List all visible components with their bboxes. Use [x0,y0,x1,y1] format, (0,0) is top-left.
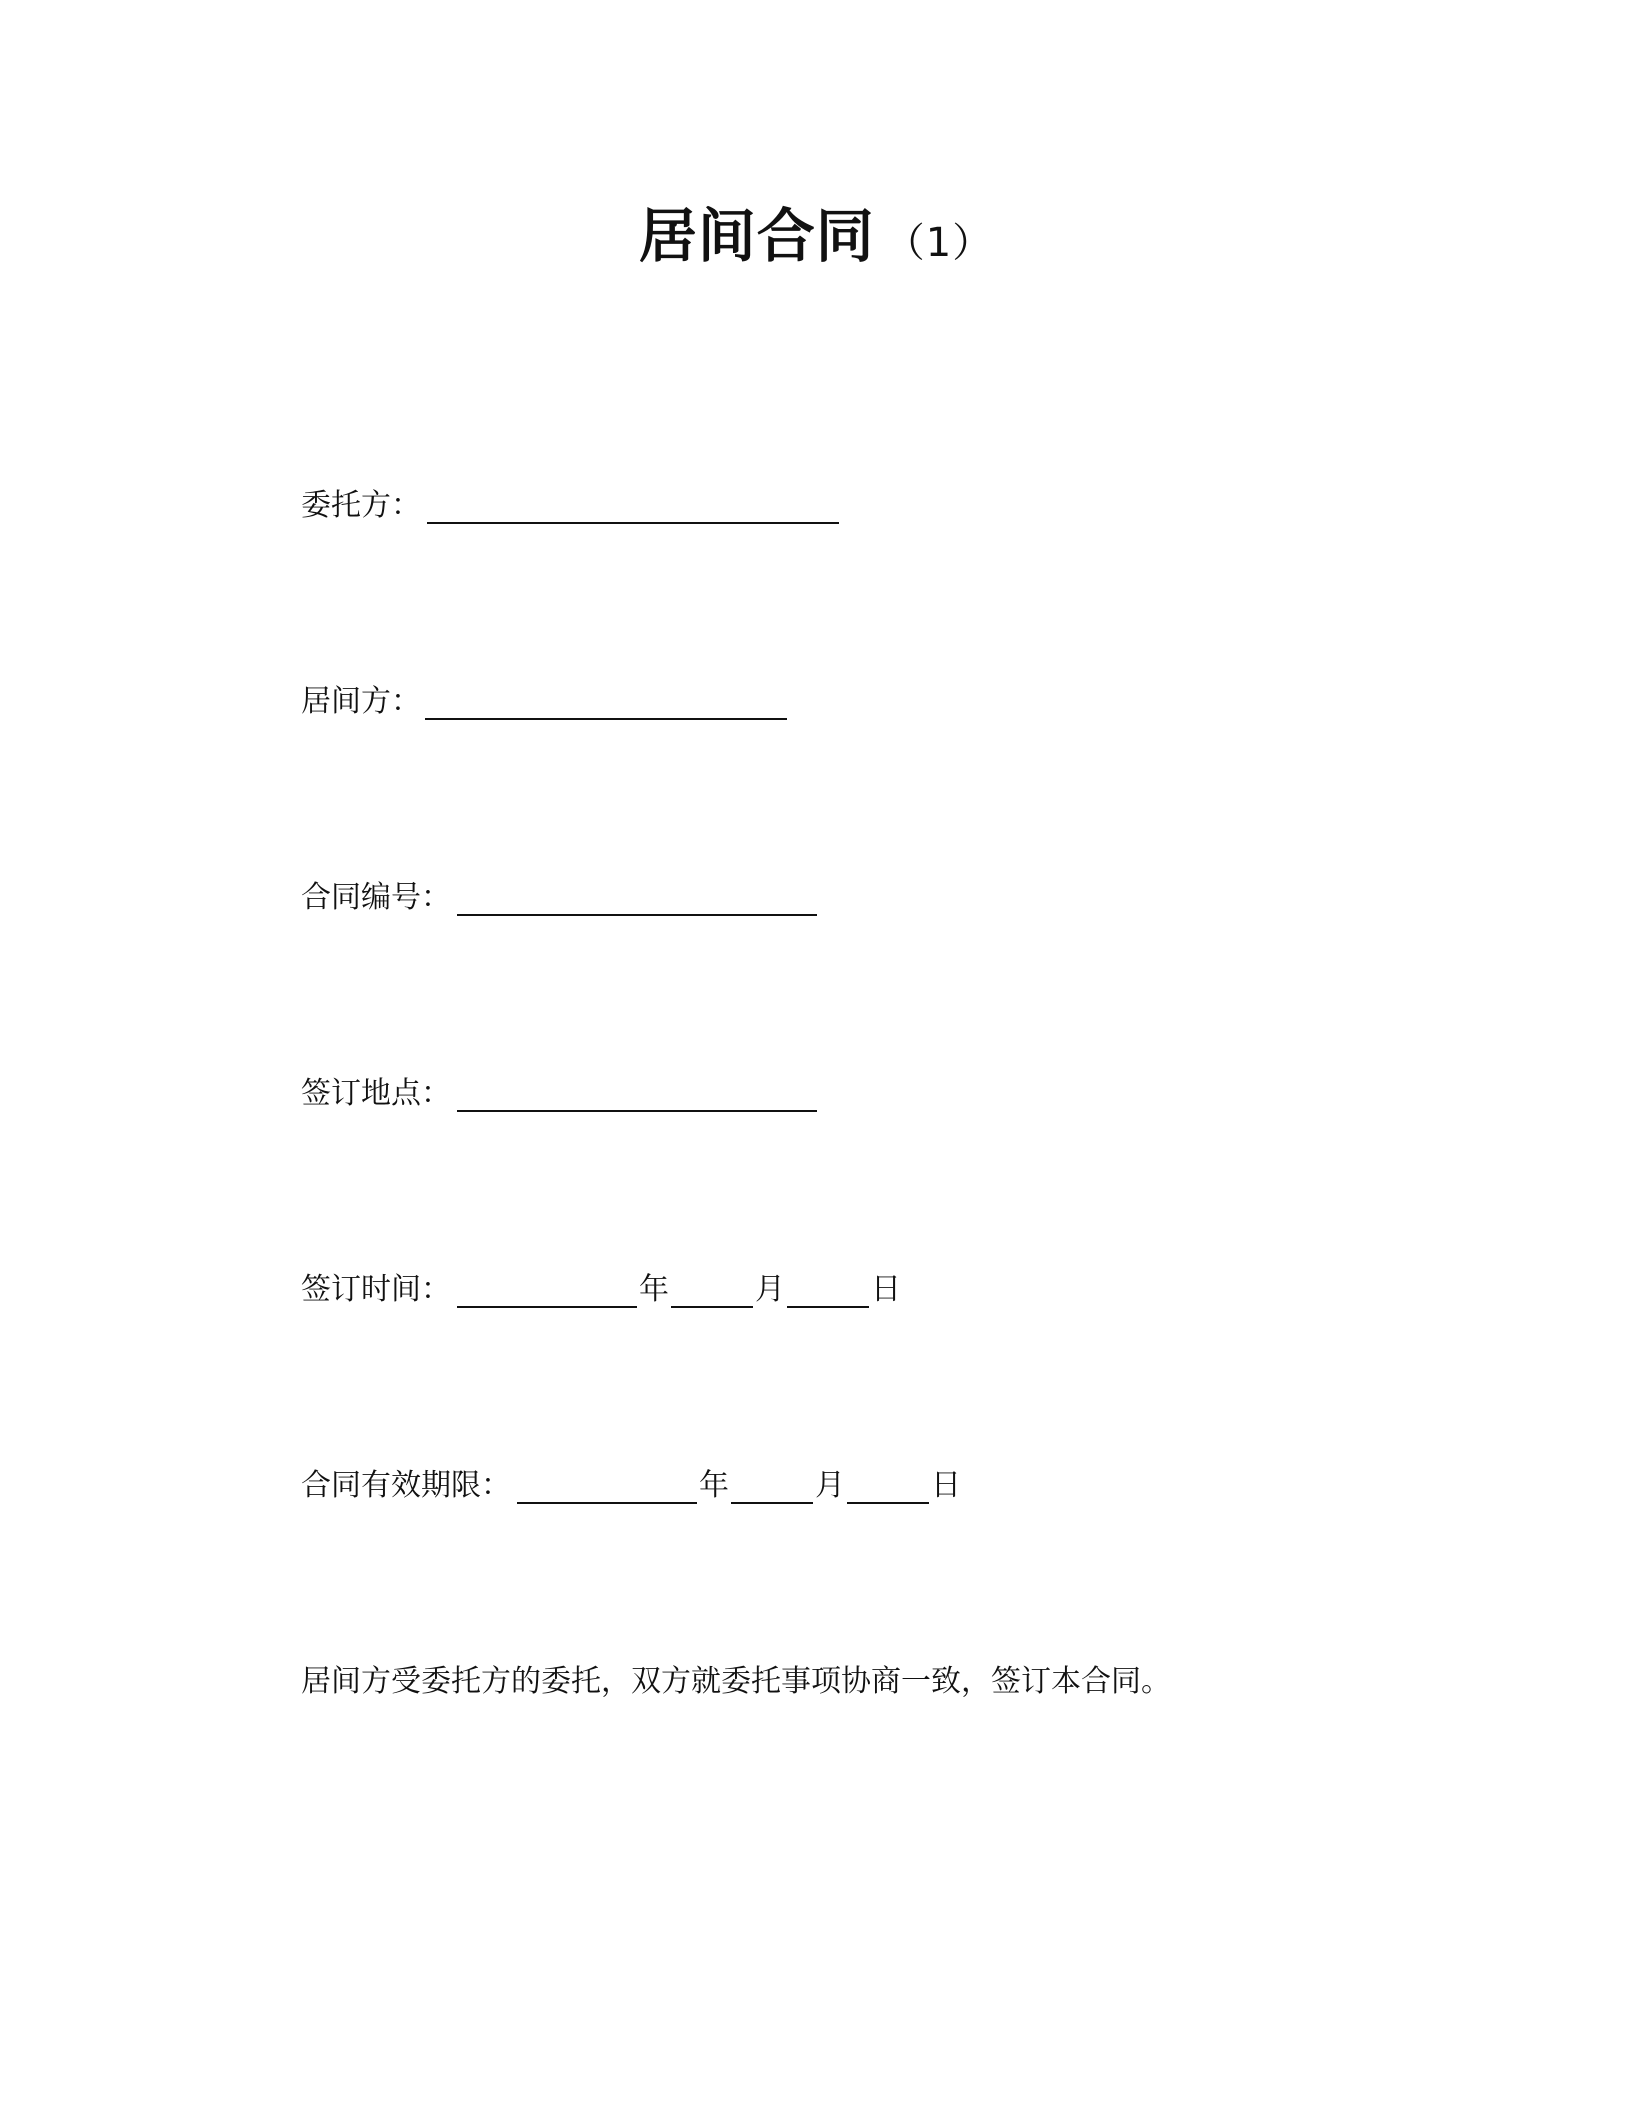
sign-place-blank-line [457,1074,817,1112]
document-title [0,196,1632,283]
intermediary-label: 居间方： [301,684,421,719]
sign-place-field [301,1072,817,1116]
validity-day-unit: 日 [931,1468,961,1503]
contract-statement: 居间方受委托方的委托，双方就委托事项协商一致，签订本合同。 [301,1664,1171,1699]
title-suffix: （1） [884,220,994,266]
sign-day-unit: 日 [871,1272,901,1307]
validity-year-unit: 年 [699,1468,729,1503]
contract-number-label: 合同编号： [301,880,451,915]
principal-field [301,484,839,528]
sign-year-blank-line [457,1270,637,1308]
validity-month-blank-line [731,1466,813,1504]
sign-place-label: 签订地点： [301,1076,451,1111]
title-text: 居间合同 [638,202,875,270]
sign-month-blank-line [671,1270,753,1308]
contract-number-field [301,876,817,920]
principal-blank-line [427,486,839,524]
validity-day-blank-line [847,1466,929,1504]
sign-year-unit: 年 [639,1272,669,1307]
intermediary-blank-line [425,682,787,720]
validity-label: 合同有效期限： [301,1468,511,1503]
principal-label: 委托方： [301,488,421,523]
contract-number-blank-line [457,878,817,916]
validity-year-blank-line [517,1466,697,1504]
sign-time-field [301,1268,903,1312]
sign-time-label: 签订时间： [301,1272,451,1307]
validity-field [301,1464,963,1508]
intermediary-field [301,680,787,724]
sign-day-blank-line [787,1270,869,1308]
sign-month-unit: 月 [755,1272,785,1307]
validity-month-unit: 月 [815,1468,845,1503]
